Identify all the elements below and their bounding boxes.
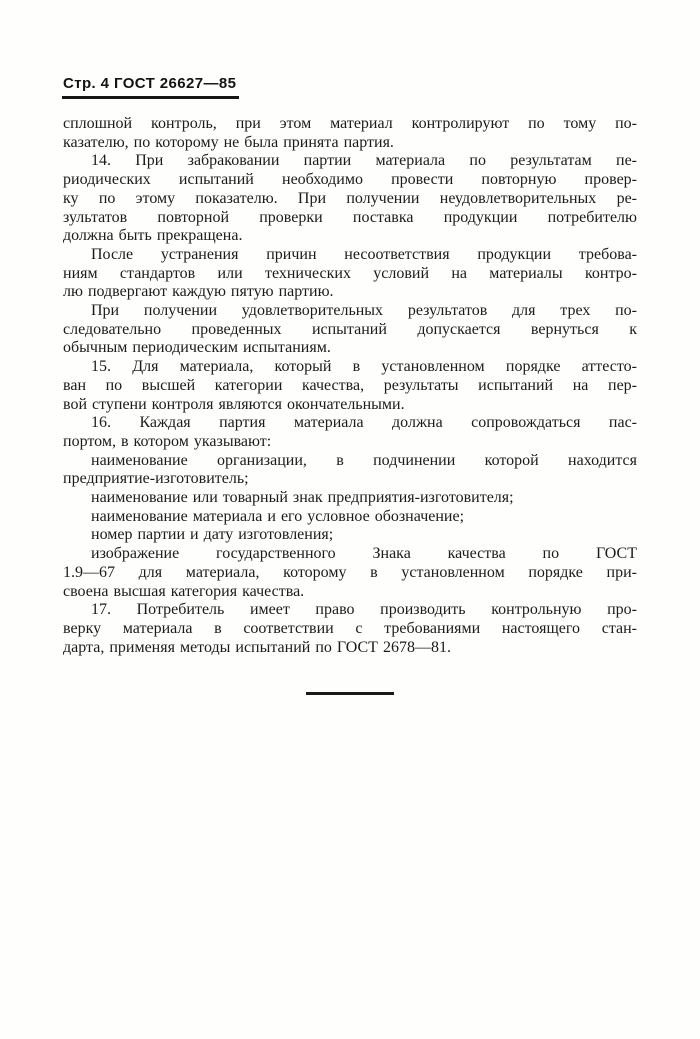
text-line: ниям стандартов или технических условий на материалы контро-: [63, 264, 637, 282]
text-line: своена высшая категория качества.: [63, 582, 305, 600]
text-line: После устранения причин несоответствия продукции требова-: [91, 245, 637, 263]
text-line: дарта, применяя методы испытаний по ГОСТ 2678—81.: [63, 638, 451, 656]
text-line: следовательно проведенных испытаний допускается вернуться к: [63, 320, 637, 338]
page-header: Стр. 4 ГОСТ 26627—85: [63, 75, 237, 92]
text-line: верку материала в соответствии с требованиями настоящего стан-: [63, 619, 637, 637]
text-line: должна быть прекращена.: [63, 227, 243, 245]
text-line: вой ступени контроля являются окончательными.: [63, 395, 405, 413]
section-end-rule: [306, 692, 394, 695]
text-line: При получении удовлетворительных результатов для трех по-: [91, 302, 637, 320]
text-line: 17. Потребитель имеет право производить контрольную про-: [91, 601, 637, 619]
text-line: изображение государственного Знака качества по ГОСТ: [91, 545, 637, 563]
text-line: наименование или товарный знак предприятия-изготовителя;: [91, 489, 514, 507]
text-line: сплошной контроль, при этом материал контролируют по тому по-: [63, 115, 637, 132]
text-line: 16. Каждая партия материала должна сопровождаться пас-: [91, 414, 637, 432]
text-line: обычным периодическим испытаниям.: [63, 339, 331, 357]
text-line: ку по этому показателю. При получении неудовлетворительных ре-: [63, 189, 637, 207]
text-line: наименование материала и его условное обозначение;: [91, 507, 465, 525]
text-line: предприятие-изготовитель;: [63, 470, 249, 488]
text-line: 1.9—67 для материала, которому в установленном порядке при-: [63, 563, 637, 581]
body-text: [63, 115, 637, 657]
text-line: зультатов повторной проверки поставка продукции потребителю: [63, 208, 637, 226]
text-line: риодических испытаний необходимо провести повторную провер-: [63, 171, 637, 189]
text-line: ван по высшей категории качества, результаты испытаний на пер-: [63, 376, 637, 394]
header-rule: [62, 96, 239, 99]
text-line: 14. При забраковании партии материала по результатам пе-: [91, 152, 637, 170]
text-line: портом, в котором указывают:: [63, 432, 272, 450]
text-line: наименование организации, в подчинении которой находится: [91, 451, 637, 469]
text-line: казателю, по которому не была принята партия.: [63, 133, 394, 151]
text-line: лю подвергают каждую пятую партию.: [63, 283, 334, 301]
text-line: номер партии и дату изготовления;: [91, 526, 334, 544]
text-line: 15. Для материала, который в установленном порядке аттесто-: [91, 358, 637, 376]
